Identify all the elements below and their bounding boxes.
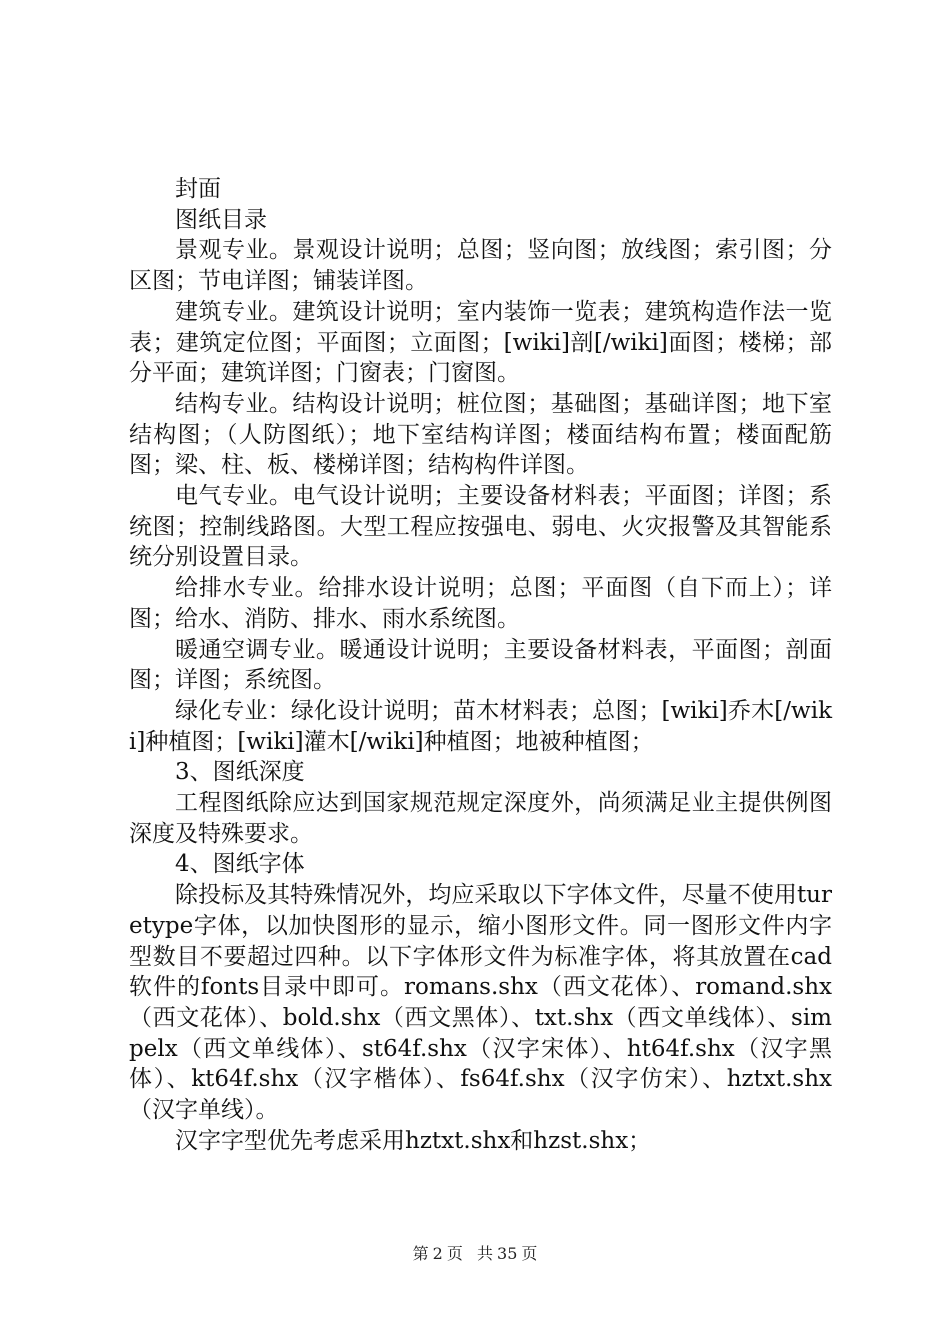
page-number: 2: [432, 1244, 443, 1263]
paragraph-drawing-index: 图纸目录: [175, 206, 267, 233]
paragraph-architecture: 建筑专业。建筑设计说明；室内装饰一览表；建筑构造作法一览表；建筑定位图；平面图；立面图；[wiki]剖[/wiki]面图；楼梯；部分平面；建筑详图；门窗表；门窗图。: [129, 298, 832, 387]
total-pages: 35: [497, 1244, 518, 1263]
document-body: [129, 174, 832, 1157]
paragraph-landscape: 景观专业。景观设计说明；总图；竖向图；放线图；索引图；分区图；节电详图；铺装详图。: [129, 237, 832, 295]
paragraph-cover: 封面: [175, 176, 221, 202]
page-unit: 页: [446, 1244, 463, 1263]
paragraph-preferred-fonts: 汉字字型优先考虑采用hztxt.shx和hzst.shx；: [175, 1127, 652, 1154]
page-footer: [0, 1241, 950, 1264]
paragraph-plumbing: 给排水专业。给排水设计说明；总图；平面图（自下而上）；详图；给水、消防、排水、雨水系统图。: [129, 575, 832, 632]
paragraph-hvac: 暖通空调专业。暖通设计说明；主要设备材料表，平面图；剖面图；详图；系统图。: [129, 636, 832, 694]
page-prefix: 第: [412, 1244, 429, 1263]
paragraph-drawing-fonts: 除投标及其特殊情况外，均应采取以下字体文件，尽量不使用turetype字体，以加快图形的显示，缩小图形文件。同一图形文件内字型数目不要超过四种。以下字体形文件为标准字体，将其放置在cad软件的fonts目录中即可。romans.shx（西文花体）、romand.shx（西文花体）、bold.shx（西文黑体）、txt.shx（西文单线体）、simpelx（西文单线体）、st64f.shx（汉字宋体）、ht64f.shx（汉字黑体）、kt64f.shx（汉字楷体）、fs64f.shx（汉字仿宋）、hztxt.shx（汉字单线）。: [129, 882, 832, 1124]
section-heading-drawing-depth: 3、图纸深度: [175, 759, 305, 786]
total-prefix: 共: [477, 1244, 494, 1263]
section-heading-drawing-fonts: 4、图纸字体: [175, 851, 305, 878]
paragraph-structure: 结构专业。结构设计说明；桩位图；基础图；基础详图；地下室结构图；（人防图纸）；地下室结构详图；楼面结构布置；楼面配筋图；梁、柱、板、楼梯详图；结构构件详图。: [129, 390, 832, 479]
paragraph-electrical: 电气专业。电气设计说明；主要设备材料表；平面图；详图；系统图；控制线路图。大型工程应按强电、弱电、火灾报警及其智能系统分别设置目录。: [129, 483, 832, 571]
paragraph-drawing-depth: 工程图纸除应达到国家规范规定深度外，尚须满足业主提供例图深度及特殊要求。: [129, 790, 832, 847]
total-unit: 页: [521, 1244, 538, 1263]
paragraph-greening: 绿化专业：绿化设计说明；苗木材料表；总图；[wiki]乔木[/wiki]种植图；[wiki]灌木[/wiki]种植图；地被种植图；: [129, 697, 832, 755]
